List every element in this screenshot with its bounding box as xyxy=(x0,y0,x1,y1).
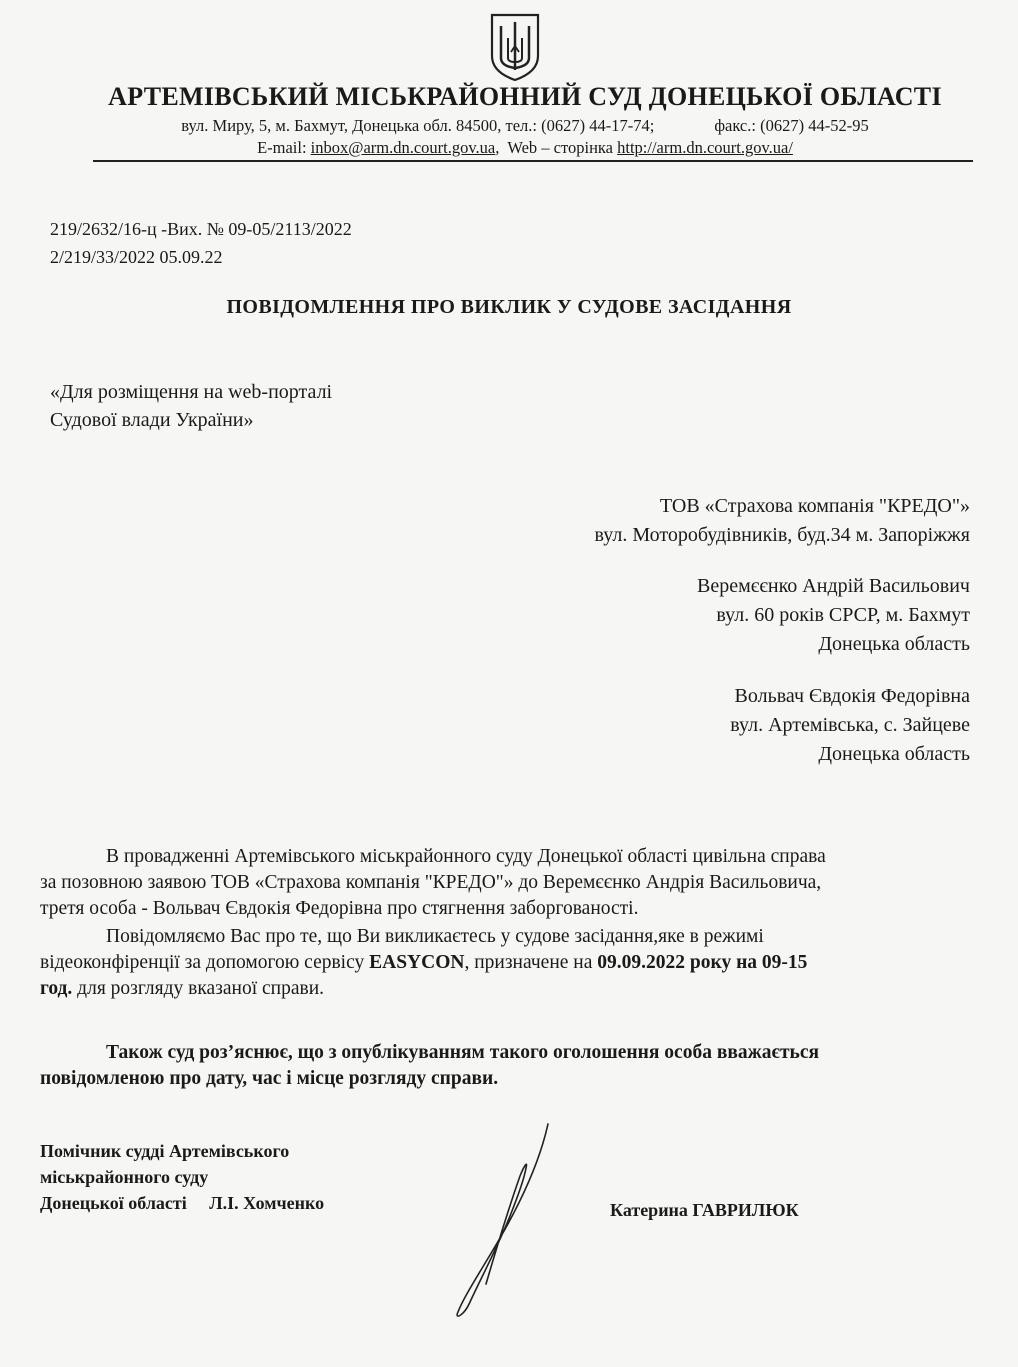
notice-line1: Також суд роз’яснює, що з опублікуванням такого оголошення особа вважається xyxy=(106,1042,820,1063)
case-line2: за позовною заявою ТОВ «Страхова компанія "КРЕДО"» до Веремєєнко Андрія Васильовича, xyxy=(40,872,822,893)
addressee-address: вул. 60 років СРСР, м. Бахмут xyxy=(716,604,970,626)
portal-note-line1: «Для розміщення на web-порталі xyxy=(50,381,333,403)
addressee-region: Донецька область xyxy=(818,743,970,765)
hearing-line2 xyxy=(40,950,970,976)
addressee-1 xyxy=(594,492,970,550)
addressee-name: ТОВ «Страхова компанія "КРЕДО"» xyxy=(659,495,970,517)
tryzub-coat-of-arms-icon xyxy=(489,12,541,82)
addressee-name: Вольвач Євдокія Федорівна xyxy=(734,685,970,707)
hearing-line1: Повідомляємо Вас про те, що Ви викликаєтесь у судове засідання,яке в режимі xyxy=(106,926,764,947)
notice-line2: повідомленою про дату, час і місце розгляду справи. xyxy=(40,1068,499,1089)
court-contacts: E-mail: inbox@arm.dn.court.gov.ua, Web – сторінка http://arm.dn.court.gov.ua/ xyxy=(257,138,793,157)
addressee-region: Донецька область xyxy=(818,633,970,655)
email-link[interactable]: inbox@arm.dn.court.gov.ua xyxy=(310,138,496,157)
portal-note-line2: Судової влади України» xyxy=(50,409,254,431)
hearing-date: 09.09.2022 року на 09-15 xyxy=(597,952,808,973)
portal-note xyxy=(50,378,332,434)
court-address xyxy=(60,116,990,136)
reference-number-line1: 219/2632/16-ц -Вих. № 09-05/2113/2022 xyxy=(50,219,352,239)
service-name: EASYCON xyxy=(369,952,465,973)
hearing-time-unit: год. xyxy=(40,978,73,999)
email-label: E-mail: xyxy=(257,138,307,157)
notice-paragraph xyxy=(40,1040,970,1092)
hearing-line3 xyxy=(40,976,970,1002)
addressee-address: вул. Артемівська, с. Зайцеве xyxy=(730,714,970,736)
position-line1: Помічник судді Артемівського xyxy=(40,1141,290,1161)
signatory-position xyxy=(40,1138,324,1216)
addressee-name: Веремєєнко Андрій Васильович xyxy=(696,575,970,597)
hearing-text: відеоконфіренції за допомогою сервісу xyxy=(40,952,370,973)
addressee-address: вул. Моторобудівників, буд.34 м. Запоріжжя xyxy=(594,524,970,546)
header-divider xyxy=(93,160,973,162)
handwritten-signature-icon xyxy=(440,1120,580,1320)
position-line2: міськрайонного суду xyxy=(40,1167,209,1187)
reference-number-line2: 2/219/33/2022 05.09.22 xyxy=(50,247,223,267)
web-label: Web – сторінка xyxy=(507,138,613,157)
hearing-text-2: , призначене на xyxy=(464,952,598,973)
hearing-purpose: для розгляду вказаної справи. xyxy=(72,978,325,999)
addressee-2 xyxy=(697,572,970,659)
fax-text: факс.: (0627) 44-52-95 xyxy=(714,116,869,135)
address-text: вул. Миру, 5, м. Бахмут, Донецька обл. 84500, тел.: (0627) 44-17-74; xyxy=(181,116,655,135)
document-title: ПОВІДОМЛЕННЯ ПРО ВИКЛИК У СУДОВЕ ЗАСІДАННЯ xyxy=(226,296,792,318)
case-line3: третя особа - Вольвач Євдокія Федорівна про стягнення заборгованості. xyxy=(40,898,639,919)
hearing-paragraph xyxy=(40,924,970,1002)
case-line1: В провадженні Артемівського міськрайонного суду Донецької області цивільна справа xyxy=(106,846,826,867)
position-line3: Донецької області Л.І. Хомченко xyxy=(40,1193,325,1213)
signer-name: Катерина ГАВРИЛЮК xyxy=(610,1200,799,1220)
addressee-3 xyxy=(730,682,970,769)
court-name: АРТЕМІВСЬКИЙ МІСЬКРАЙОННИЙ СУД ДОНЕЦЬКОЇ ОБЛАСТІ xyxy=(108,82,942,111)
case-paragraph xyxy=(40,844,970,922)
web-link[interactable]: http://arm.dn.court.gov.ua/ xyxy=(617,138,793,157)
